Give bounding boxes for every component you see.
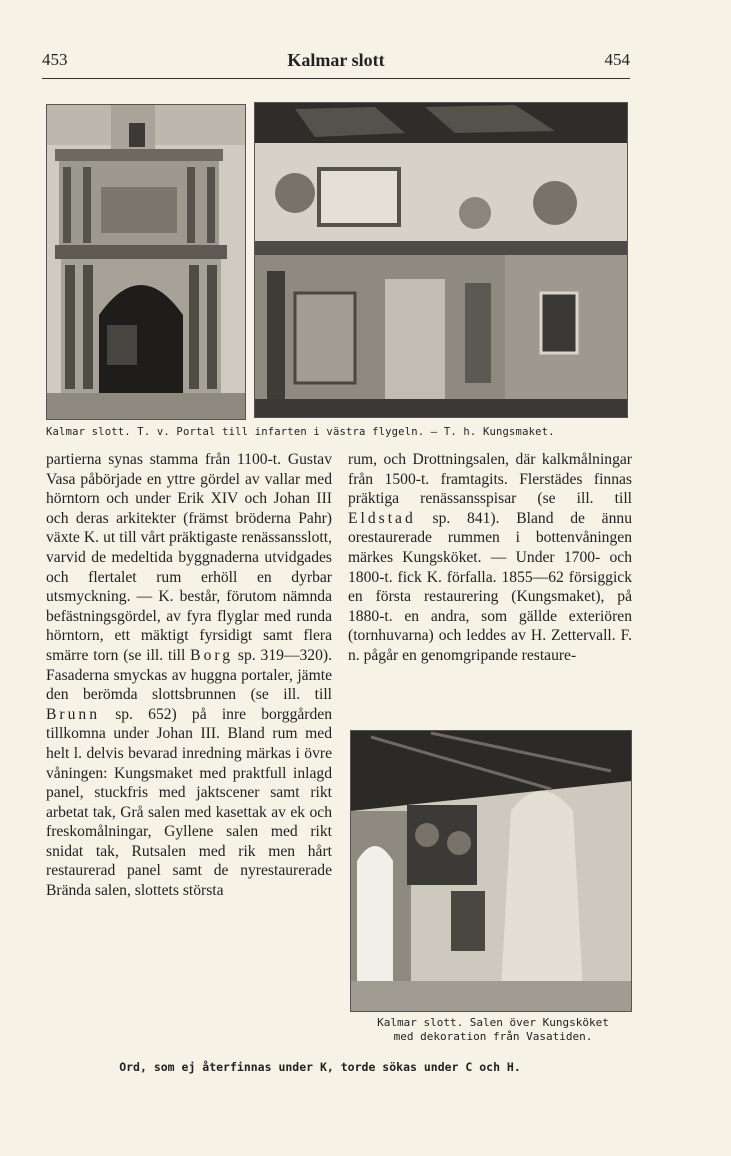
- kungsmaket-photo: [254, 102, 628, 418]
- portal-illustration: [47, 105, 245, 419]
- left-text-column: [46, 450, 332, 901]
- salen-photo: [350, 730, 632, 1012]
- kungsmaket-illustration: [255, 103, 627, 417]
- left-text-part-2: sp. 319—320). Fasaderna smyckas av huggna portaler, jämte den berömda slottsbrunnen (se ill. till: [46, 646, 332, 704]
- right-text-part-1: rum, och Drottningsalen, där kalkmålningar från 1500-t. framtagits. Flerstädes finnas präktiga renässansspisar (se ill. till: [348, 451, 632, 508]
- right-text-column: [348, 450, 632, 666]
- running-title: Kalmar slott: [287, 50, 385, 70]
- top-figure-caption: Kalmar slott. T. v. Portal till infarten i västra flygeln. — T. h. Kungsmaket.: [46, 426, 555, 438]
- bottom-caption-line-2: med dekoration från Vasatiden.: [393, 1030, 593, 1043]
- left-text-part-1: partierna synas stamma från 1100-t. Gustav Vasa påbörjade en yttre gördel av vallar med hörntorn och under Erik XIV och Johan III och deras arkitekter (främst bröderna Pahr) växte K. ut till vårt präktigaste renässansslott, varvid de medeltida byggnaderna utvidgades och flertalet rum erhöll en dyrbar utsmyckning. — K. består, förutom nämnda befästningsgördel, av fyra flyglar med runda hörntorn, ett mäktigt fyrsidigt samt flera smärre torn (se ill. till: [46, 451, 332, 664]
- bottom-figure-caption: [352, 1016, 634, 1044]
- bottom-caption-line-1: Kalmar slott. Salen över Kungsköket: [377, 1016, 609, 1029]
- salen-illustration: [351, 731, 631, 1011]
- portal-photo: [46, 104, 246, 420]
- borg-reference: Borg: [190, 646, 234, 664]
- right-paragraph: [348, 450, 632, 666]
- brunn-reference: Brunn: [46, 705, 100, 723]
- right-page-number: 454: [604, 50, 630, 69]
- right-text-part-2: sp. 841). Bland de ännu orestaurerade rummen i bottenvåningen märkes Kungsköket. — Under 1700- och 1800-t. fick K. förfalla. 1855—62 försiggick en första restaurering (Kungsmaket), på 1880-t. en andra, som gällde exteriören (tornhuvarna) och leddes av H. Zettervall. F. n. pågår en genomgripande restaure-: [348, 509, 632, 664]
- page-header: [42, 48, 630, 79]
- eldstad-reference: Eldstad: [348, 509, 416, 527]
- footer-note: Ord, som ej återfinnas under K, torde sökas under C och H.: [119, 1060, 521, 1074]
- left-paragraph: [46, 450, 332, 901]
- left-text-part-3: sp. 652) på inre borggården tillkomna under Johan III. Bland rum med helt l. delvis bevarad inredning märkas i övre våningen: Kungsmaket med praktfull inlagd panel, stuckfris med jaktscener samt rikt arbetat tak, Grå salen med kasettak av ek och freskomålningar, Gyllene salen med rikt snidat tak, Rutsalen med rik men hårt restaurerad panel samt de nyrestaurerade Brända salen, slottets största: [46, 705, 332, 900]
- left-page-number: 453: [42, 50, 68, 69]
